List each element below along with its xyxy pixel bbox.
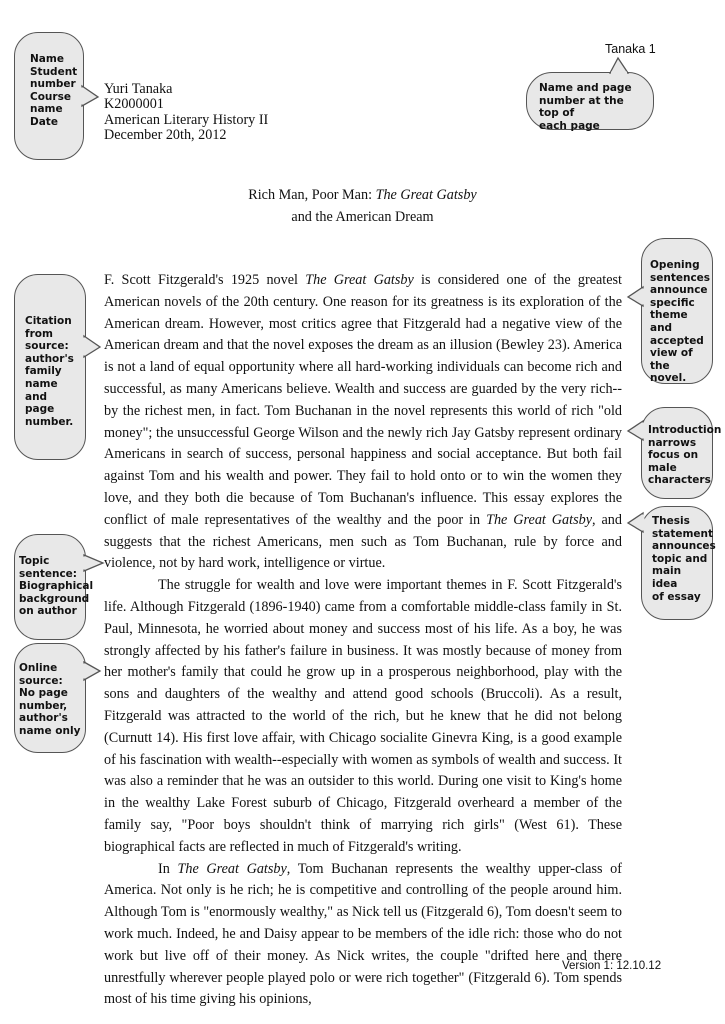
title-line-1: Rich Man, Poor Man: The Great Gatsby [248,187,477,203]
annotation-name-block: Name Student number Course name Date [14,32,84,160]
paragraph-1: F. Scott Fitzgerald's 1925 novel The Great Gatsby is considered one of the greatest American novels of the 20th century. One reason for its greatness is its exploration of the American dream. However, most critics agree that Fitzgerald had a negative view of the American dream and that the novel exposes the dream as an illusion (Bewley 23). America is not a land of equal opportunity where all hard-working individuals can become rich and successful, as many Americans believe. Wealth and success are guarded by the very rich--by the richest men, in fact. Tom Buchanan in the novel represents this world of rich "old money"; the unsuccessful George Wilson and the newly rich Jay Gatsby represent ordinary Americans in search of success, personal happiness and social acceptance. But both fail against Tom and his wealth and power. They fail to hold onto or to win the women they love, and they both die because of Tom Buchanan's influence. This essay explores the conflict of male representatives of the wealthy and the poor in The Great Gatsby, and suggests that the richest Americans, men such as Tom Buchanan, rule by force and violence, not by hard work, intelligence or virtue. [104,272,622,572]
annotation-opening-pointer [626,286,644,308]
annotation-topic-sentence-pointer [84,553,106,575]
version-footer: Version 1: 12.10.12 [562,960,662,972]
annotation-name-block-pointer [82,86,102,108]
annotation-introduction-pointer [626,420,644,442]
essay-body [104,270,622,1011]
title-line-2: and the American Dream [291,209,434,225]
essay-title [0,184,725,228]
annotation-citation-pointer [84,335,104,359]
annotation-opening: Opening sentences announce specific theme and accepted view of the novel. [641,238,713,384]
student-number: K2000001 [104,96,164,113]
annotation-topic-sentence: Topic sentence: Biographical background on author [14,534,86,640]
annotation-online-source: Online source: No page number, author's name only [14,643,86,753]
annotation-introduction: Introduction narrows focus on male characters [641,407,713,499]
course-name: American Literary History II [104,111,269,128]
student-name: Yuri Tanaka [104,81,173,97]
annotation-thesis-pointer [626,512,644,534]
running-head: Tanaka 1 [605,42,656,56]
annotation-citation: Citation from source: author's family name and page number. [14,274,86,460]
annotation-online-source-pointer [84,661,104,683]
annotation-page-number-pointer [608,56,630,74]
paragraph-3: In The Great Gatsby, Tom Buchanan represents the wealthy upper-class of America. Not only is he rich; he is competitive and controlling of the people around him. Although Tom is "enormously wealthy," as Nick tell us (Fitzgerald 6), Tom doesn't seem to work much. Indeed, he and Daisy appear to be members of the idle rich: those who do not work but live off of their money. As Nick writes, the couple "drifted here and there unrestfully wherever people played polo or were rich together" (Fitzgerald 6). Tom spends most of his time giving his opinions, [104,860,622,1008]
annotation-page-number: Name and page number at the top of each page [526,72,654,130]
annotation-thesis: Thesis statement announces topic and main idea of essay [641,506,713,620]
essay-date: December 20th, 2012 [104,126,227,143]
header-block [104,82,268,143]
paragraph-2: The struggle for wealth and love were important themes in F. Scott Fitzgerald's life. Although Fitzgerald (1896-1940) came from a comfortable middle-class family in St. Paul, Minnesota, he worried about money and success most of his life. As a boy, he was strongly affected by his father's failure in business. It was mostly because of money from her mother's family that could he grow up in a prosperous neighborhood, play with the sons and daughters of the wealthy and attend good schools (Bruccoli). As a result, Fitzgerald was attracted to the world of the rich, but he knew that he did not belong (Curnutt 14). His first love affair, with Chicago socialite Ginevra King, is a good example of his fascination with wealth--especially with women as symbols of wealth and success. It was also a reminder that he was an outsider to this world. During one visit to King's home in the wealthy Lake Forest suburb of Chicago, Fitzgerald overheard a member of the family say, "Poor boys shouldn't think of marrying rich girls" (West 61). These biographical facts are reflected in much of Fitzgerald's writing. [104,577,622,855]
